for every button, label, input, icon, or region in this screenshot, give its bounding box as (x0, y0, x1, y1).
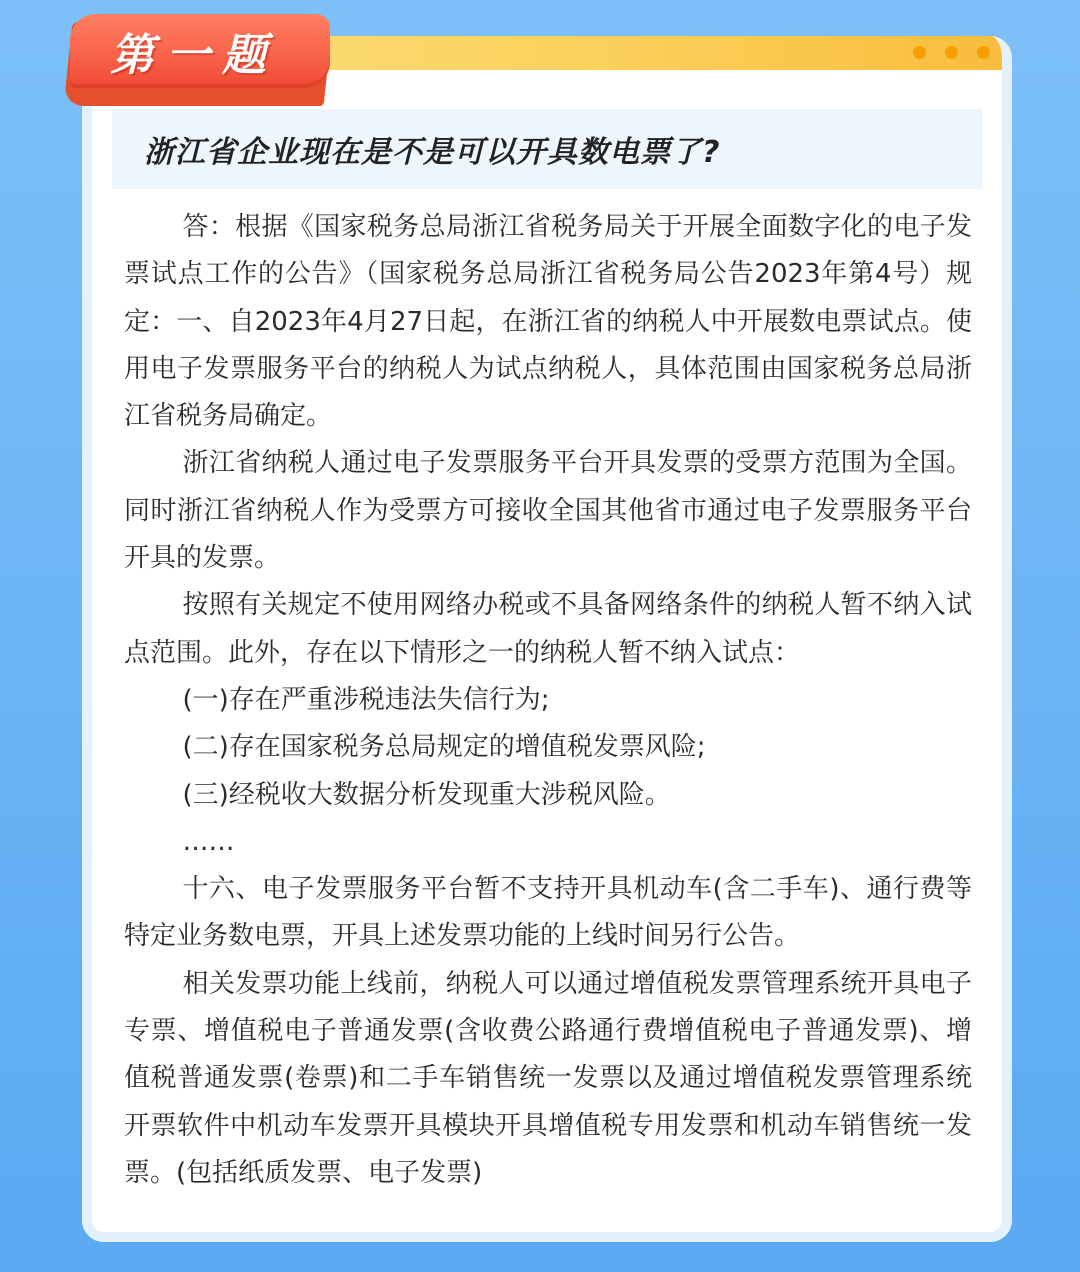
answer-body (124, 204, 972, 1197)
decorative-dot-1 (913, 46, 926, 59)
answer-paragraph: 十六、电子发票服务平台暂不支持开具机动车(含二手车)、通行费等特定业务数电票，开具上述发票功能的上线时间另行公告。 (124, 874, 972, 952)
decorative-dot-2 (945, 46, 958, 59)
answer-paragraph: 浙江省纳税人通过电子发票服务平台开具发票的受票方范围为全国。同时浙江省纳税人作为受票方可接收全国其他省市通过电子发票服务平台开具的发票。 (124, 448, 972, 574)
ellipsis: …… (182, 826, 235, 857)
answer-paragraph: 答：根据《国家税务总局浙江省税务局关于开展全面数字化的电子发票试点工作的公告》（国家税务总局浙江省税务局公告2023年第4号）规定：一、自2023年4月27日起，在浙江省的纳税人中开展数电票试点。使用电子发票服务平台的纳税人为试点纳税人，具体范围由国家税务总局浙江省税务局确定。 (124, 212, 972, 432)
section-title: 第一题 (110, 30, 278, 81)
window-dots (913, 46, 990, 59)
question-text: 浙江省企业现在是不是可以开具数电票了? (144, 135, 721, 170)
answer-list-item: (一)存在严重涉税违法失信行为; (182, 684, 550, 715)
question-banner (112, 109, 982, 189)
answer-list-item: (二)存在国家税务总局规定的增值税发票风险; (182, 732, 706, 763)
title-tab (70, 14, 330, 88)
answer-paragraph: 相关发票功能上线前，纳税人可以通过增值税发票管理系统开具电子专票、增值税电子普通发票(含收费公路通行费增值税电子普通发票)、增值税普通发票(卷票)和二手车销售统一发票以及通过增值税发票管理系统开票软件中机动车发票开具模块开具增值税专用发票和机动车销售统一发票。(包括纸质发票、电子发票) (124, 968, 972, 1188)
answer-paragraph: 按照有关规定不使用网络办税或不具备网络条件的纳税人暂不纳入试点范围。此外，存在以下情形之一的纳税人暂不纳入试点： (124, 590, 972, 668)
answer-list-item: (三)经税收大数据分析发现重大涉税风险。 (182, 779, 671, 810)
decorative-dot-3 (977, 46, 990, 59)
